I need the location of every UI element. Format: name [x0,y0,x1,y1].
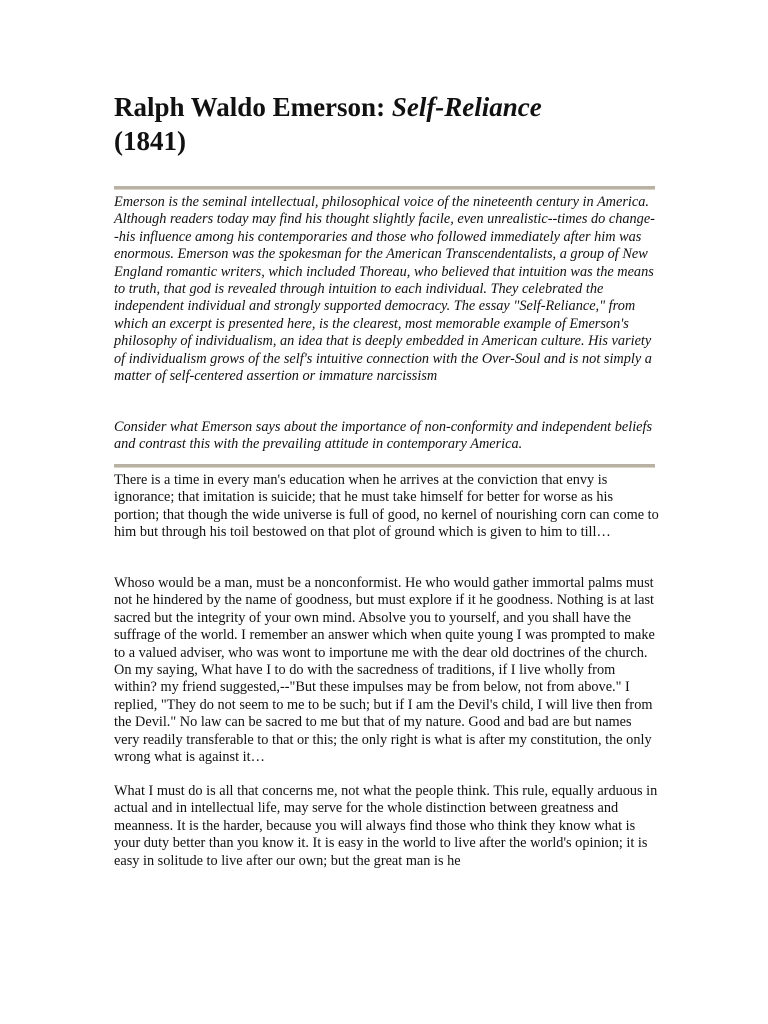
divider-bottom [114,464,655,468]
title-work: Self-Reliance [391,92,542,122]
title-year: (1841) [114,126,186,156]
intro-paragraph: Emerson is the seminal intellectual, philosophical voice of the nineteenth century in America. Although readers today may find his thought slightly facile, even unrealistic--times do change--his influence among his contemporaries and those who followed immediately after him was enormous. Emerson was the spokesman for the American Transcendentalists, a group of New England romantic writers, which included Thoreau, who believed that intuition was the means to truth, that god is revealed through intuition to each individual. They celebrated the independent individual and strongly supported democracy. The essay "Self-Reliance," from which an excerpt is presented here, is the clearest, most memorable example of Emerson's philosophy of individualism, an idea that is deeply embedded in American culture. His variety of individualism grows of the self's intuitive connection with the Over-Soul and is not simply a matter of self-centered assertion or immature narcissism [114,194,655,385]
essay-paragraph-1: There is a time in every man's education when he arrives at the conviction that envy is ignorance; that imitation is suicide; that he must take himself for better for worse as his portion; that though the wide universe is full of good, no kernel of nourishing corn can come to him but through his toil bestowed on that plot of ground which is given to him to till… [114,472,659,541]
title-author: Ralph Waldo Emerson: [114,92,392,122]
essay-paragraph-3: What I must do is all that concerns me, not what the people think. This rule, equally arduous in actual and in intellectual life, may serve for the whole distinction between greatness and meanness. It is the harder, because you will always find those who think they know what is your duty better than you know it. It is easy in the world to live after the world's opinion; it is easy in solitude to live after our own; but the great man is he [114,783,658,869]
essay-paragraph-2: Whoso would be a man, must be a nonconformist. He who would gather immortal palms must not he hindered by the name of goodness, but must explore if it he goodness. Nothing is at last sacred but the integrity of your own mind. Absolve you to yourself, and you shall have the suffrage of the world. I remember an answer which when quite young I was prompted to make to a valued adviser, who was wont to importune me with the dear old doctrines of the church. On my saying, What have I to do with the sacredness of traditions, if I live wholly from within? my friend suggested,--"But these impulses may be from below, not from above." I replied, "They do not seem to me to be such; but if I am the Devil's child, I will live then from the Devil." No law can be sacred to me but that of my nature. Good and bad are but names very readily transferable to that or this; the only right is what is after my constitution, the only wrong what is against it… [114,575,655,766]
divider-top [114,186,655,190]
page-title [114,90,674,158]
study-prompt: Consider what Emerson says about the importance of non-conformity and independent beliefs and contrast this with the prevailing attitude in contemporary America. [114,419,653,453]
